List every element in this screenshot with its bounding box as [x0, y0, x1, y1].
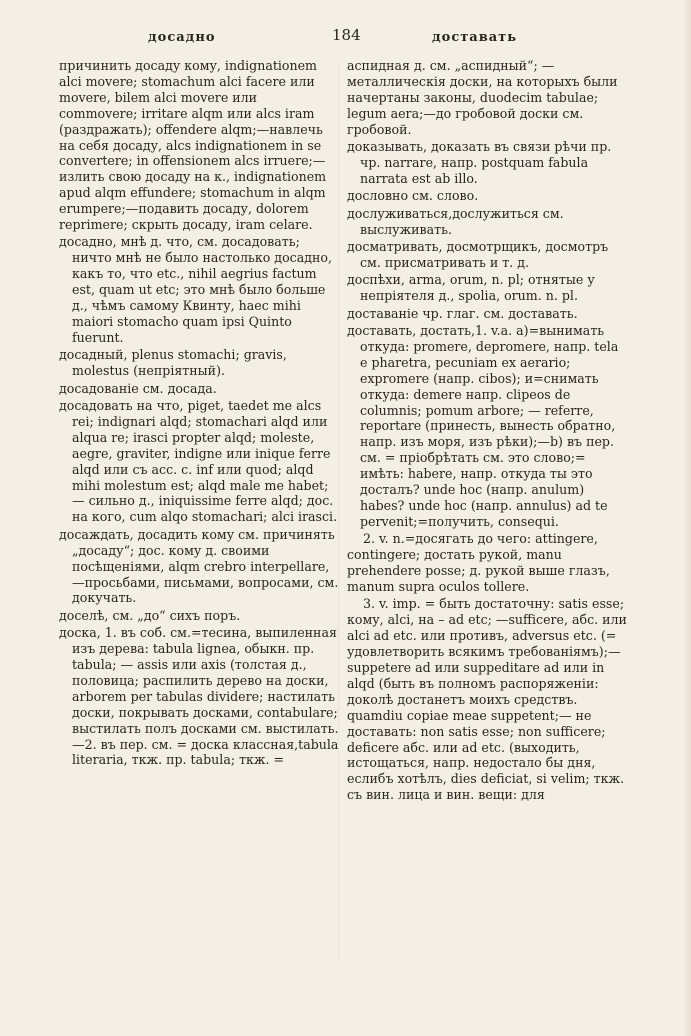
- dictionary-entry: досадованіе см. досада.: [59, 380, 217, 396]
- dictionary-entry: дословно см. слово.: [347, 188, 479, 204]
- left-column: [59, 58, 339, 770]
- dictionary-entry: 2. v. n.=досягать до чего: attingere, contingere; достать рукой, manu prehendere posse; д. рукой выше глазъ, manum supra oculos tollere.: [347, 531, 610, 594]
- running-head-left: досадно: [148, 30, 216, 45]
- page-edge: [683, 0, 691, 1036]
- dictionary-entry: дослуживаться,дослужиться см. выслуживать.: [347, 205, 564, 237]
- dictionary-entry: доставать, достать,1. v.a. a)=вынимать откуда: promere, depromere, напр. tela e pharetra, pecuniam ex aerario; expromere (напр. cibos); и=снимать откуда: demere напр. clipeos de columnis; pomum arbore; — referre, reportare (принесть, вынесть обратно, напр. изъ моря, изъ рѣки);—b) въ пер. см. = пріобрѣтать см. это слово;= имѣть: habere, напр. откуда ты это досталъ? unde hoc (напр. anulum) habes? unde hoc (напр. annulus) ad te pervenit;=получить, consequi.: [347, 323, 619, 529]
- dictionary-entry: аспидная д. см. „аспидный“; — металлическія доски, на которыхъ были начертаны законы, duodecim tabulae; legum aera;—до гробовой доски см. гробовой.: [347, 58, 618, 137]
- dictionary-entry: досадно, мнѣ д. что, см. досадовать; ничто мнѣ не было настолько досадно, какъ то, что etc., nihil aegrius factum est, quam ut etc; это мнѣ было больше д., чѣмъ самому Квинту, haec mihi maiori stomacho quam ipsi Quinto fuerunt.: [59, 234, 332, 345]
- right-column: [347, 58, 627, 805]
- dictionary-entry: досадовать на что, piget, taedet me alcs rei; indignari alqd; stomachari alqd или alqua re; irasci propter alqd; moleste, aegre, graviter, indigne или inique ferre alqd или съ acc. c. inf или quod; alqd mihi molestum est; alqd male me habet; — сильно д., iniquissime ferre alqd; дос. на кого, cum alqo stomachari; alci irasci.: [59, 398, 338, 525]
- column-gutter: [338, 60, 339, 960]
- dictionary-entry: доска, 1. въ соб. см.=тесина, выпиленная изъ дерева: tabula lignea, обыкн. пр. tabula; — assis или axis (толстая д., половица; распилить дерево на доски, arborem per tabulas dividere; настилать доски, покрывать досками, contabulare; выстилать полъ досками см. выстилать.—2. въ пер. см. = доска классная,tabula literaria, ткж. пр. tabula; ткж. =: [59, 625, 339, 768]
- dictionary-entry: досаждать, досадить кому см. причинять „досаду“; дос. кому д. своими посѣщеніями, alqm crebro interpellare,—просьбами, письмами, вопросами, см. докучать.: [59, 526, 339, 606]
- dictionary-entry: доселѣ, см. „до“ сихъ поръ.: [59, 607, 241, 623]
- page-header: [0, 26, 691, 48]
- dictionary-entry: доказывать, доказать въ связи рѣчи пр. чр. narrare, напр. postquam fabula narrata est ab illo.: [347, 139, 612, 186]
- dictionary-entry: причинить досаду кому, indignationem alci movere; stomachum alci facere или movere, bilem alci movere или commovere; irritare alqm или alcs iram (раздражать); offendere alqm;—навлечь на себя досаду, alcs indignationem in se convertere; in offensionem alcs irruere;—излить свою досаду на к., indignationem apud alqm effundere; stomachum in alqm erumpere;—подавить досаду, dolorem reprimere; скрыть досаду, iram celare.: [59, 58, 327, 233]
- running-head-right: доставать: [432, 30, 518, 45]
- dictionary-entry: доспѣхи, arma, orum, n. pl; отнятые у непріятеля д., spolia, orum. n. pl.: [347, 272, 595, 304]
- dictionary-entry: 3. v. imp. = быть достаточну: satis esse; кому, alci, на – ad etc; —sufficere, абс. или alci ad etc. или противъ, adversus etc. (= удовлетворить всякимъ требованіямъ);—suppetere ad или suppeditare ad или in alqd (быть въ полномъ распоряженіи: доколѣ достанетъ моихъ средствъ. quamdiu copiae meae suppetent;— не доставать: non satis esse; non sufficere; deficere абс. или ad etc. (выходить, истощаться, напр. недостало бы дня, еслибъ хотѣлъ, dies deficiat, si velim; ткж. съ вин. лица и вин. вещи: для: [347, 596, 627, 803]
- page-number: 184: [332, 26, 361, 44]
- dictionary-entry: досматривать, досмотрщикъ, досмотръ см. присматривать и т. д.: [347, 238, 609, 270]
- dictionary-entry: досадный, plenus stomachi; gravis, molestus (непріятный).: [59, 347, 287, 379]
- dictionary-entry: доставаніе чр. глаг. см. доставать.: [347, 305, 578, 321]
